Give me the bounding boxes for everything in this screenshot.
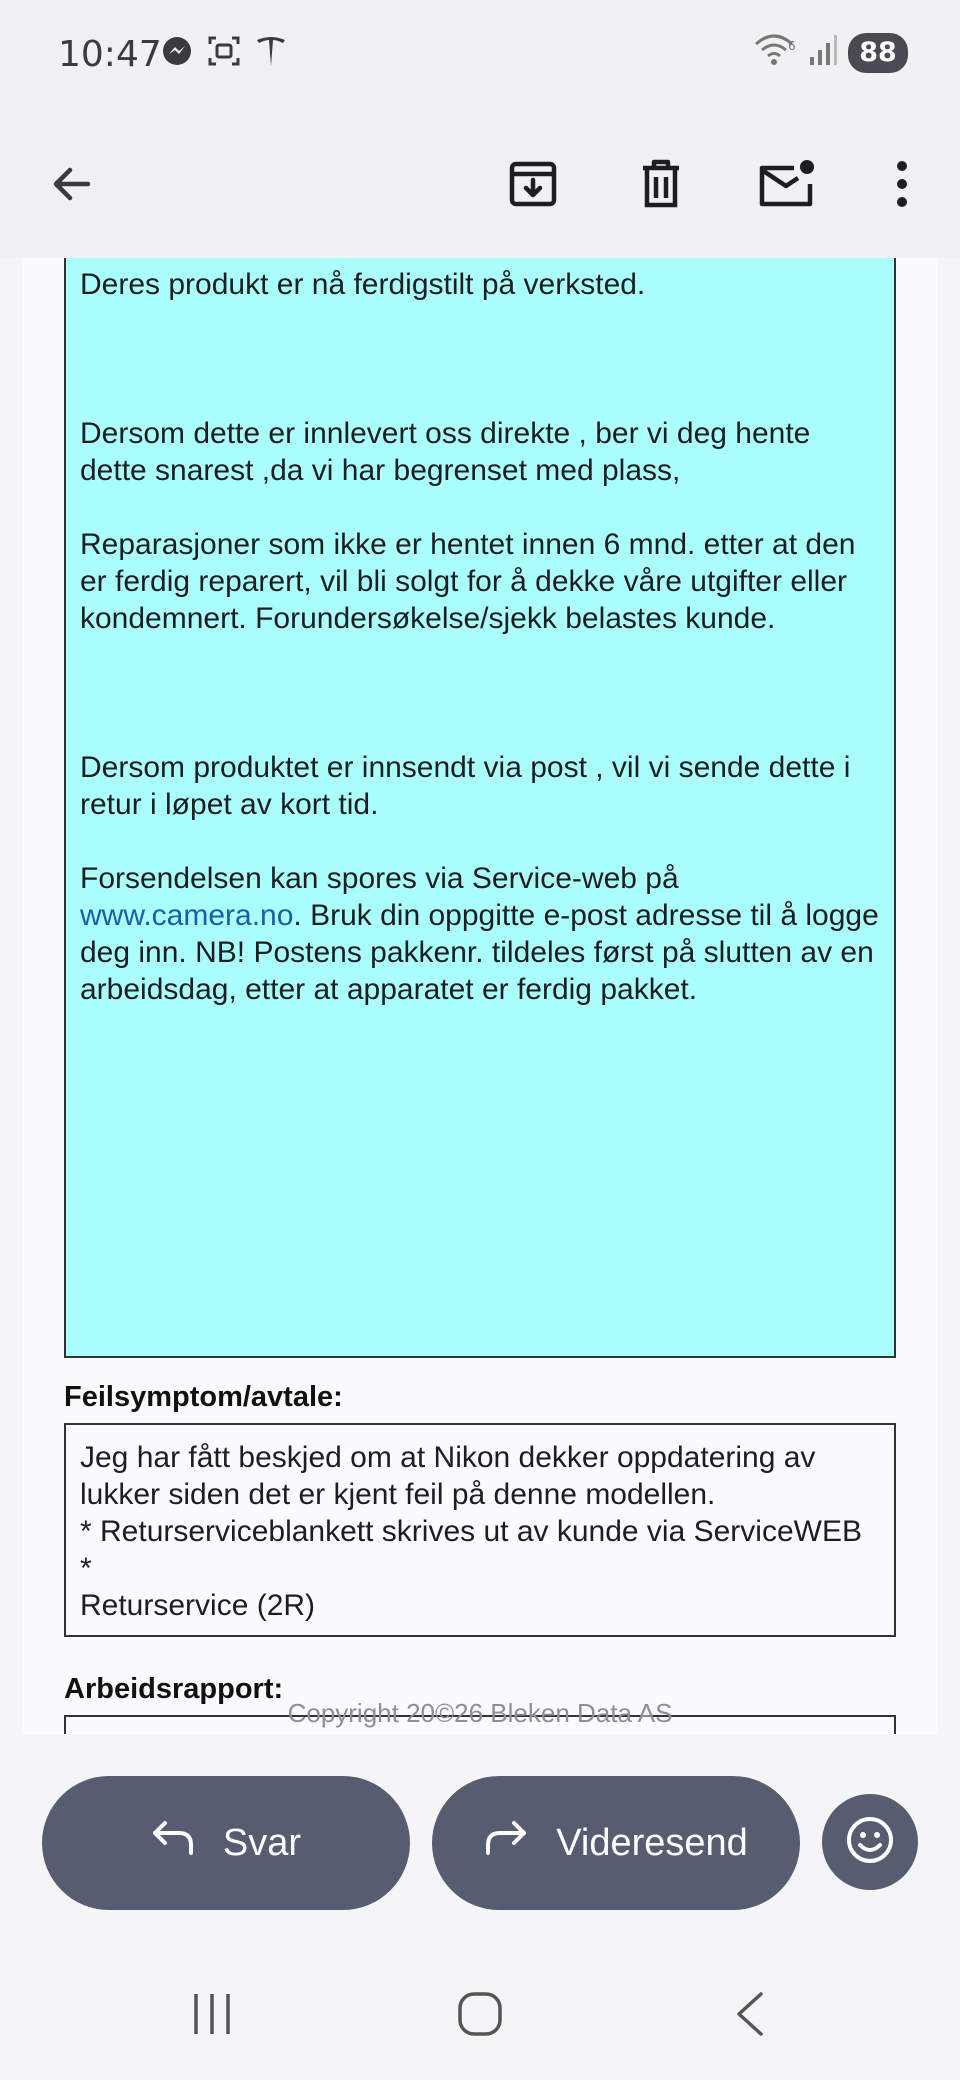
camera-link[interactable]: www.camera.no — [80, 899, 294, 932]
message-body — [22, 258, 938, 1734]
tesla-icon — [254, 34, 288, 73]
emoji-icon — [845, 1815, 895, 1870]
symptom-box — [64, 1423, 896, 1637]
forward-icon — [484, 1819, 528, 1867]
reply-button[interactable] — [42, 1776, 410, 1910]
notice-text: Dersom dette er innlevert oss direkte , ber vi deg hente dette snarest ,da vi har begrenset med plass, — [80, 417, 811, 487]
notice-text: Dersom produktet er innsendt via post , vil vi sende dette i retur i løpet av kort tid. — [80, 751, 851, 821]
emoji-button[interactable] — [822, 1794, 918, 1890]
recent-apps-icon[interactable] — [172, 1974, 252, 2054]
back-icon[interactable] — [710, 1974, 790, 2054]
notice-text-part: . Bruk din oppgitte e-post adresse til å logge deg inn. NB! Postens pakkenr. tildeles først på slutten av en arbeidsdag, etter at apparatet er ferdig pakket. — [80, 899, 879, 1006]
more-icon[interactable] — [860, 142, 944, 226]
signal-icon — [808, 33, 838, 72]
notice-box — [64, 258, 896, 1358]
reply-icon — [151, 1819, 195, 1867]
wifi-icon — [754, 32, 798, 73]
archive-icon[interactable] — [491, 142, 575, 226]
forward-label: Videresend — [556, 1821, 748, 1864]
navigation-bar — [0, 1924, 960, 2080]
notice-text — [80, 860, 880, 1008]
action-bar — [0, 1734, 960, 1924]
symptom-line: Returservice (2R) — [80, 1589, 316, 1622]
copyright-text: Copyright 20©26 Bleken Data AS — [287, 1698, 673, 1728]
symptom-line: Jeg har fått beskjed om at Nikon dekker oppdatering av lukker siden det er kjent feil på denne modellen. — [80, 1441, 816, 1511]
notice-text: Deres produkt er nå ferdigstilt på verksted. — [80, 268, 646, 301]
home-icon[interactable] — [440, 1974, 520, 2054]
delete-icon[interactable] — [619, 142, 703, 226]
battery-badge: 88 — [848, 33, 908, 73]
svg-text:6: 6 — [788, 39, 796, 53]
notice-text: Reparasjoner som ikke er hentet innen 6 mnd. etter at den er ferdig reparert, vil bli solgt for å dekke våre utgifter eller kondemnert. Forundersøkelse/sjekk belastes kunde. — [80, 528, 856, 635]
symptom-line: * Returserviceblankett skrives ut av kunde via ServiceWEB * — [80, 1515, 862, 1585]
report-box — [64, 1715, 896, 1734]
symptom-title: Feilsymptom/avtale: — [64, 1381, 343, 1413]
forward-button[interactable] — [432, 1776, 800, 1910]
notice-text-part: Forsendelsen kan spores via Service-web på — [80, 862, 679, 895]
mark-unread-icon[interactable] — [746, 142, 830, 226]
status-bar — [0, 0, 960, 110]
screenshot-icon — [206, 34, 242, 73]
report-title: Arbeidsrapport: — [64, 1673, 284, 1705]
status-time: 10:47 — [58, 34, 162, 75]
messenger-icon — [160, 34, 194, 73]
reply-label: Svar — [222, 1821, 302, 1864]
app-bar — [0, 110, 960, 258]
back-arrow-icon[interactable] — [30, 142, 114, 226]
